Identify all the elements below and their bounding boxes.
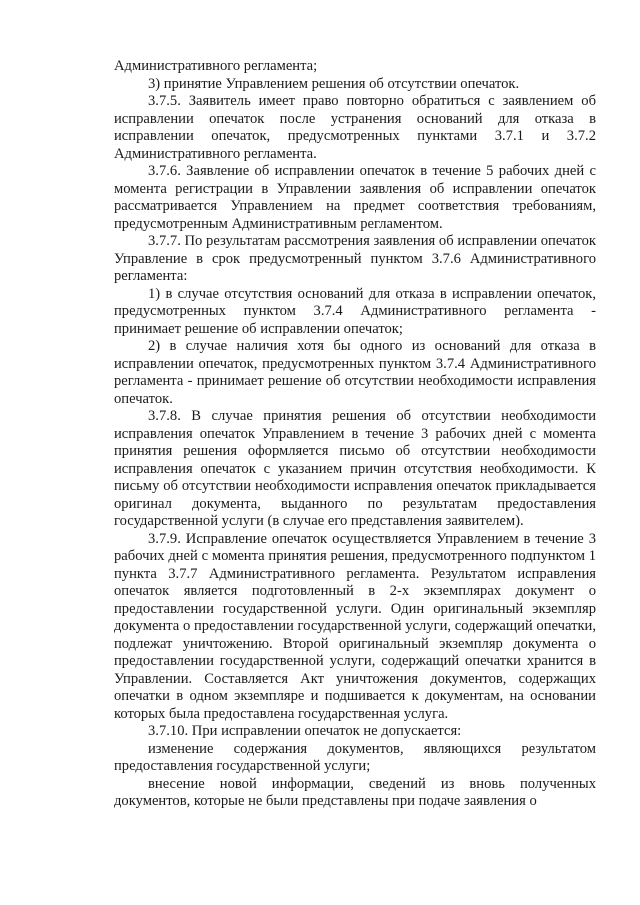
paragraph-3-7-7: 3.7.7. По результатам рассмотрения заявления об исправлении опечаток Управление в срок предусмотренный пунктом 3.7.6 Административного регламента: bbox=[114, 233, 596, 284]
paragraph-3-7-6: 3.7.6. Заявление об исправлении опечаток в течение 5 рабочих дней с момента регистрации в Управлении заявления об исправлении опечаток рассматривается Управлением на предмет соответствия требованиям, предусмотренным Административным регламентом. bbox=[114, 163, 596, 232]
paragraph-3-7-10-item-2: внесение новой информации, сведений из вновь полученных документов, которые не были представлены при подаче заявления о bbox=[114, 775, 596, 809]
paragraph-3-7-7-item-1: 1) в случае отсутствия оснований для отказа в исправлении опечаток, предусмотренных пунктом 3.7.4 Административного регламента - принимает решение об исправлении опечаток; bbox=[114, 285, 596, 337]
paragraph-3-7-8: 3.7.8. В случае принятия решения об отсутствии необходимости исправления опечаток Управлением в течение 3 рабочих дней с момента принятия решения оформляется письмо об отсутствии необходимости исправления опечаток с указанием причин отсутствия необходимости. К письму об отсутствии необходимости исправления опечаток прикладывается оригинал документа, выданного по результатам предоставления государственной услуги (в случае его представления заявителем). bbox=[114, 408, 596, 529]
paragraph-3-7-9: 3.7.9. Исправление опечаток осуществляется Управлением в течение 3 рабочих дней с момента принятия решения, предусмотренного подпунктом 1 пункта 3.7.7 Административного регламента. Результатом исправления опечаток является подготовленный в 2-х экземплярах документ о предоставлении государственной услуги. Один оригинальный экземпляр документа о предоставлении государственной услуги, содержащий опечатки, подлежат уничтожению. Второй оригинальный экземпляр документа о предоставлении государственной услуги, содержащий опечатки хранится в Управлении. Составляется Акт уничтожения документов, содержащих опечатки в одном экземпляре и подшивается к документам, на основании которых была предоставлена государственная услуга. bbox=[114, 530, 596, 722]
paragraph-item-3: 3) принятие Управлением решения об отсутствии опечаток. bbox=[148, 75, 520, 92]
paragraph-continuation: Административного регламента; bbox=[114, 58, 318, 74]
paragraph-3-7-5: 3.7.5. Заявитель имеет право повторно обратиться с заявлением об исправлении опечаток после устранения оснований для отказа в исправлении опечаток, предусмотренных пунктами 3.7.1 и 3.7.2 Административного регламента. bbox=[114, 93, 596, 162]
document-page bbox=[114, 58, 596, 811]
paragraph-3-7-10-item-1: изменение содержания документов, являющихся результатом предоставления государственной услуги; bbox=[114, 740, 596, 774]
paragraph-3-7-10: 3.7.10. При исправлении опечаток не допускается: bbox=[148, 723, 462, 739]
paragraph-3-7-7-item-2: 2) в случае наличия хотя бы одного из оснований для отказа в исправлении опечаток, предусмотренных пунктом 3.7.4 Административного регламента - принимает решение об отсутствии необходимости исправления опечаток. bbox=[114, 338, 596, 407]
